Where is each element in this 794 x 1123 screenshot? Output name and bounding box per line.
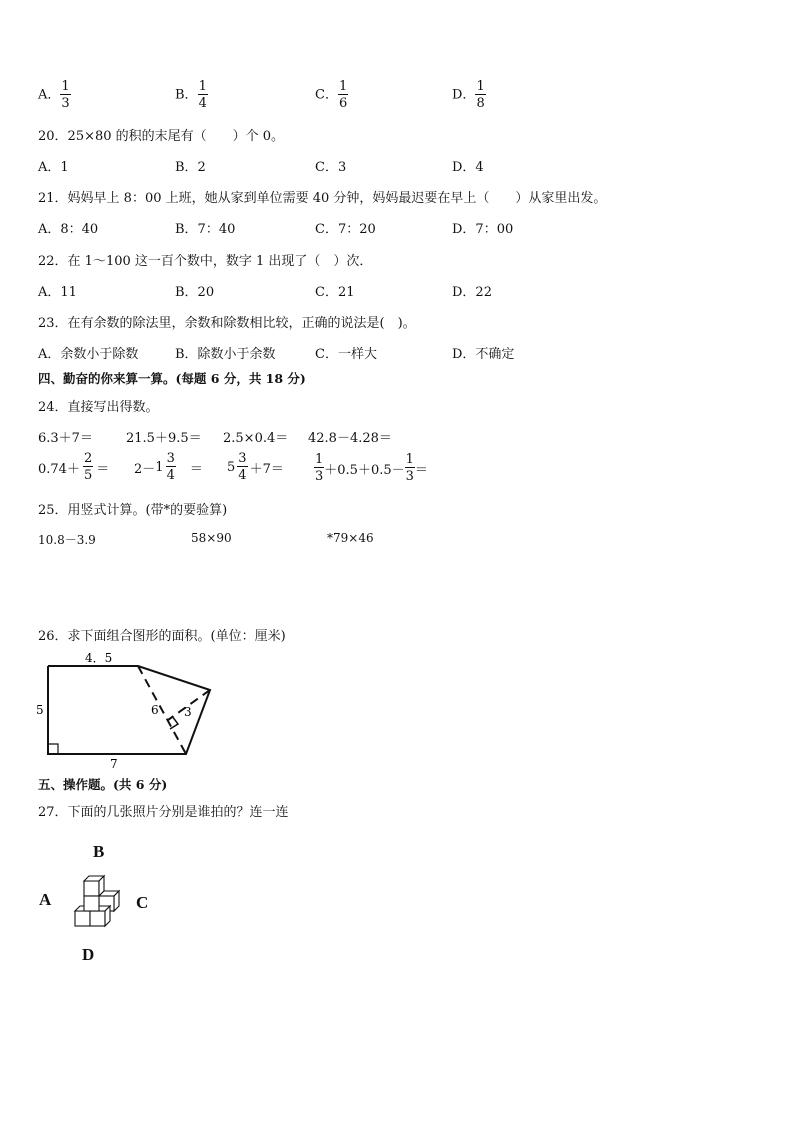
q24-expr-3: 2.5×0.4＝ [223, 431, 289, 446]
q23-option-d: D．不确定 [452, 347, 515, 362]
q24-text: 24．直接写出得数。 [38, 400, 159, 415]
q20-text: 20．25×80 的积的末尾有（ ）个 0。 [38, 129, 285, 144]
q24-expr-2: 21.5＋9.5＝ [126, 431, 202, 446]
fraction: $\frac{1}{6}$ [338, 79, 348, 111]
section-4-heading: 四、勤奋的你来算一算。(每题 6 分，共 18 分) [38, 371, 306, 386]
label-bottom: 7 [110, 757, 118, 771]
label-a: A [39, 890, 52, 909]
label-top: 4．5 [85, 651, 113, 665]
fraction: $\frac{1}{8}$ [476, 79, 485, 111]
cube-stack-icon [70, 872, 122, 930]
q22-text: 22．在 1～100 这一百个数中，数字 1 出现了（ ）次． [38, 254, 373, 269]
q21-option-c: C．7：20 [315, 222, 376, 237]
q23-text: 23．在有余数的除法里，余数和除数相比较，正确的说法是( )。 [38, 316, 416, 331]
q24-expr-6: 2－ 1 $\frac{3}{4}$ ＝ [134, 451, 203, 483]
q20-option-a: A．1 [38, 160, 69, 175]
q22-option-d: D．22 [452, 285, 492, 300]
q21-text: 21．妈妈早上 8：00 上班，她从家到单位需要 40 分钟，妈妈最迟要在早上（ ）从家里出发。 [38, 191, 607, 206]
section-5-heading: 五、操作题。(共 6 分) [38, 777, 168, 792]
q27-text: 27．下面的几张照片分别是谁拍的？连一连 [38, 805, 289, 820]
fraction: $\frac{2}{5}$ [83, 451, 93, 483]
cube-middle [84, 896, 99, 911]
fraction: $\frac{3}{4}$ [238, 451, 247, 483]
right-angle-mark-corner [48, 744, 58, 754]
q23-option-c: C．一样大 [315, 347, 377, 362]
q24-expr-8: $\frac{1}{3}$ ＋0.5＋0.5－ $\frac{1}{3}$ ＝ [315, 452, 428, 484]
q22-option-a: A．11 [38, 285, 77, 300]
fraction: $\frac{3}{4}$ [166, 451, 175, 483]
q21-option-a: A．8：40 [38, 222, 99, 237]
q19-option-d: D． $\frac{1}{8}$ [452, 79, 485, 111]
label-d: D [82, 945, 95, 964]
cube-bottom-middle [90, 911, 105, 926]
composite-figure [30, 648, 230, 772]
fraction: $\frac{1}{3}$ [61, 79, 70, 111]
label-left: 5 [36, 703, 44, 717]
q21-option-d: D．7：00 [452, 222, 514, 237]
q19-option-a: A． $\frac{1}{3}$ [38, 79, 70, 111]
label-base: 3 [184, 705, 192, 719]
q23-option-b: B．除数小于余数 [175, 347, 276, 362]
q19-option-b: B． $\frac{1}{4}$ [175, 79, 207, 111]
q23-option-a: A．余数小于除数 [38, 347, 139, 362]
q21-option-b: B．7：40 [175, 222, 236, 237]
q25-item-1: 10.8－3.9 [38, 533, 96, 547]
cube-bottom-left [75, 911, 90, 926]
q25-item-2: 58×90 [191, 531, 232, 545]
q24-expr-1: 6.3＋7＝ [38, 431, 93, 446]
q22-option-c: C．21 [315, 285, 355, 300]
label-c: C [136, 893, 149, 912]
q20-option-b: B．2 [175, 160, 206, 175]
q20-option-c: C．3 [315, 160, 347, 175]
q26-text: 26．求下面组合图形的面积。(单位：厘米) [38, 629, 286, 644]
q24-expr-4: 42.8－4.28＝ [308, 431, 392, 446]
q20-option-d: D．4 [452, 160, 484, 175]
q24-expr-5: 0.74＋ $\frac{2}{5}$ ＝ [38, 451, 110, 483]
q25-item-3: *79×46 [327, 531, 374, 545]
q19-option-c: C． $\frac{1}{6}$ [315, 79, 348, 111]
q24-expr-7: 5 $\frac{3}{4}$ ＋7＝ [227, 451, 284, 483]
q22-option-b: B．20 [175, 285, 215, 300]
q25-text: 25．用竖式计算。(带*的要验算) [38, 503, 228, 518]
fraction: $\frac{1}{3}$ [315, 452, 324, 484]
fraction: $\frac{1}{4}$ [198, 79, 207, 111]
label-b: B [93, 842, 105, 861]
label-height: 6 [151, 703, 159, 717]
cube-top-front [84, 881, 99, 896]
fraction: $\frac{1}{3}$ [405, 452, 414, 484]
